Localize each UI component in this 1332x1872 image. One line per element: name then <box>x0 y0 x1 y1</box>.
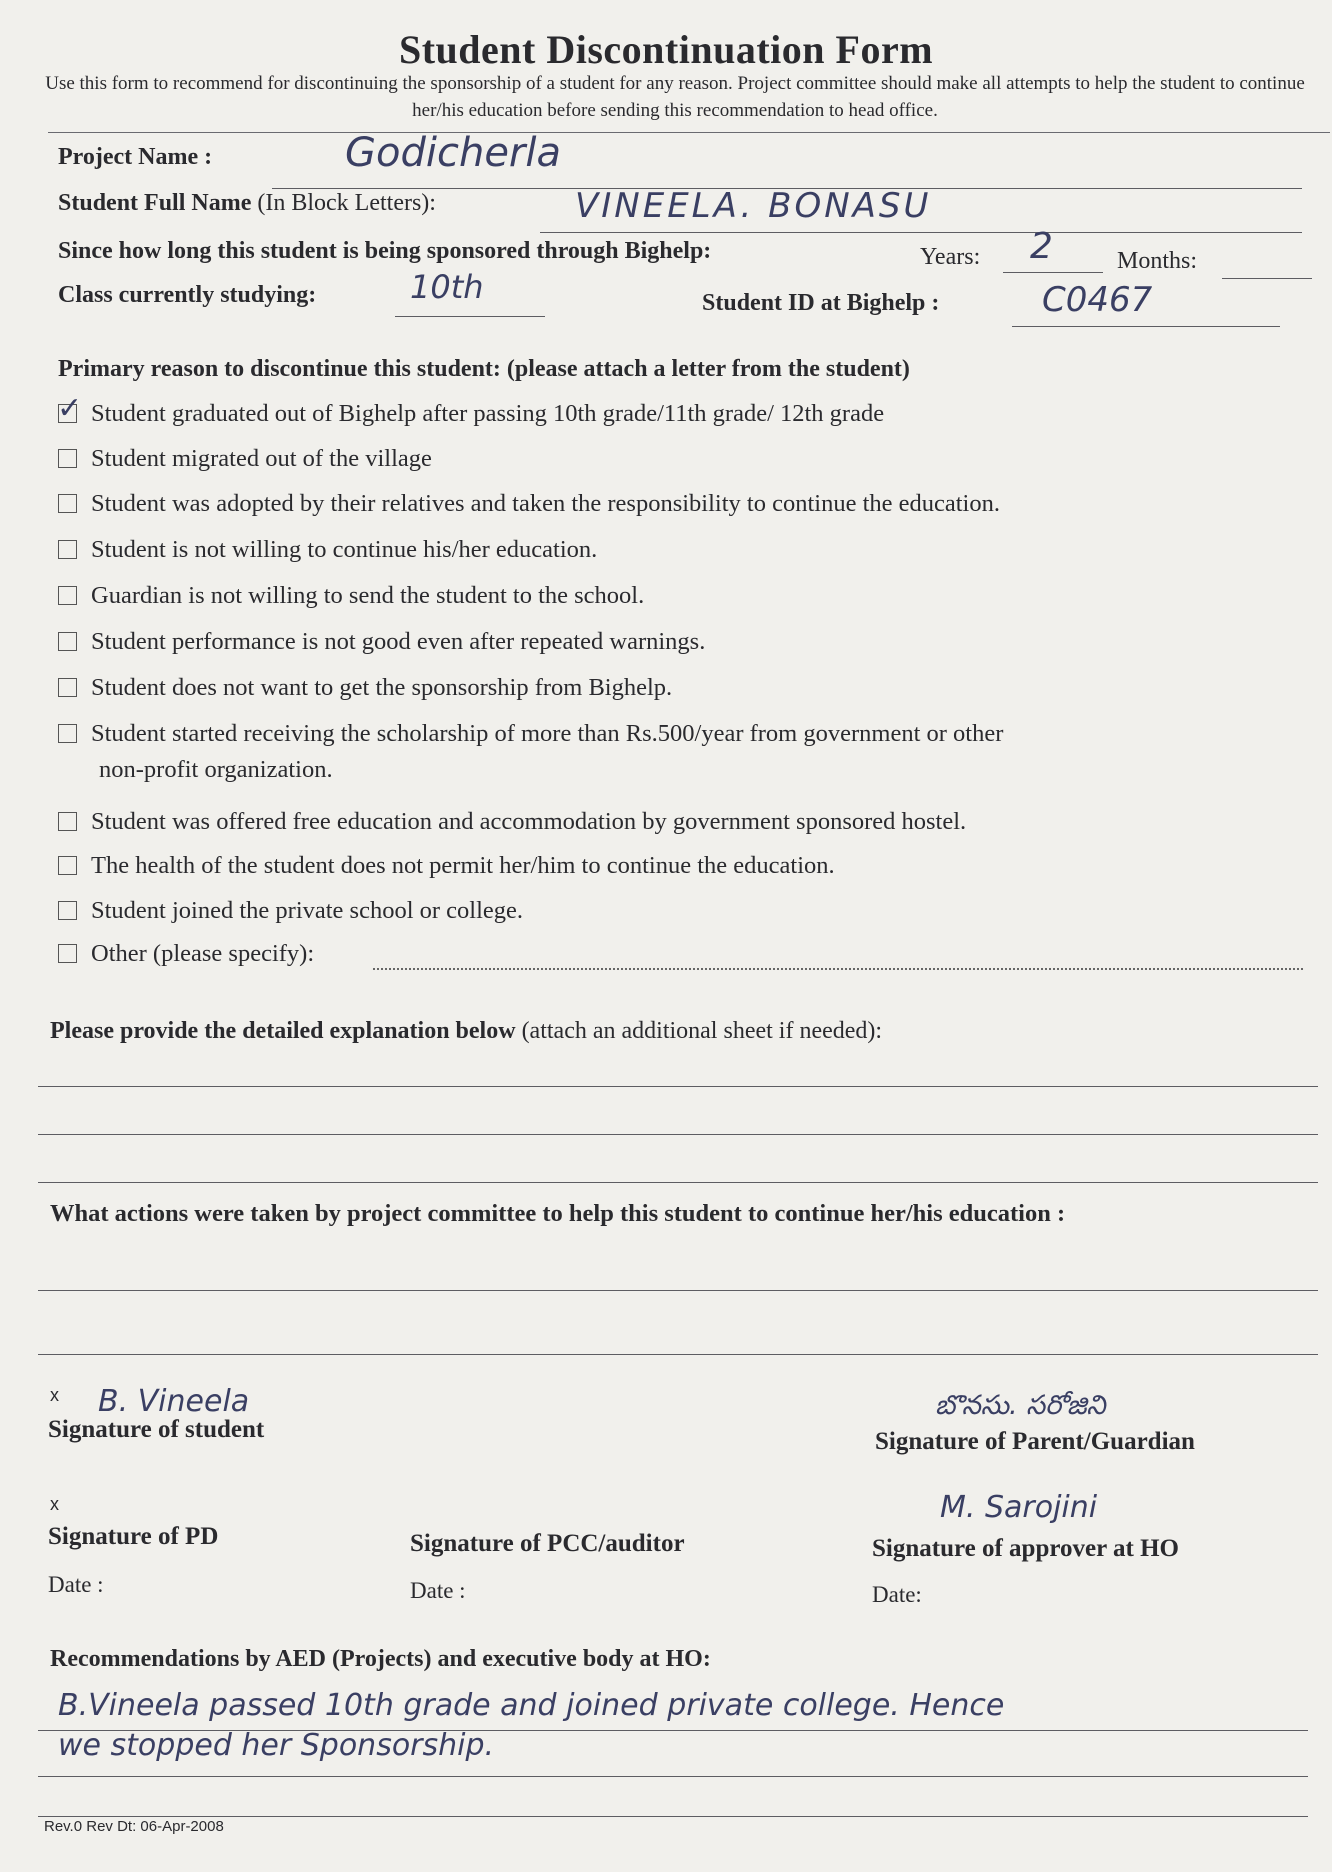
reason-option-scholarship-continuation: non-profit organization. <box>99 756 333 783</box>
other-specify-line[interactable] <box>373 968 1303 970</box>
approver-signature-label: Signature of approver at HO <box>872 1535 1179 1562</box>
student-name-label: Student Full Name (In Block Letters): <box>58 190 436 216</box>
explanation-line-3[interactable] <box>38 1182 1318 1183</box>
project-name-label: Project Name : <box>58 144 213 170</box>
guardian-signature-label: Signature of Parent/Guardian <box>875 1428 1195 1455</box>
reason-option-other[interactable]: Other (please specify): <box>58 940 314 968</box>
checkbox[interactable] <box>58 724 77 743</box>
student-id-line <box>1012 326 1280 327</box>
class-label: Class currently studying: <box>58 282 317 308</box>
student-signature-x: x <box>50 1385 59 1405</box>
project-name-value[interactable]: Godicherla <box>345 130 561 176</box>
checkbox[interactable] <box>57 391 83 426</box>
reason-option-health[interactable]: The health of the student does not permit her/him to continue the education. <box>58 852 835 880</box>
recommendation-line-2 <box>38 1776 1308 1777</box>
pd-date-label: Date : <box>48 1572 104 1597</box>
checkbox[interactable] <box>58 586 77 605</box>
reasons-heading: Primary reason to discontinue this student: (please attach a letter from the student) <box>58 356 910 382</box>
explanation-line-2[interactable] <box>38 1134 1318 1135</box>
student-signature-label: Signature of student <box>48 1416 265 1443</box>
recommendations-label: Recommendations by AED (Projects) and executive body at HO: <box>50 1646 711 1672</box>
approver-signature[interactable]: M. Sarojini <box>940 1490 1098 1525</box>
actions-line-2[interactable] <box>38 1354 1318 1355</box>
form-intro: Use this form to recommend for discontinuing the sponsorship of a student for any reason. Project committee should make all attempts to help the student to continue her/his education before sending this recommendation to head office. <box>45 73 1305 121</box>
reason-option-guardian[interactable]: Guardian is not willing to send the student to the school. <box>58 582 644 610</box>
form-title: Student Discontinuation Form <box>398 27 934 72</box>
sponsorship-duration-label: Since how long this student is being sponsored through Bighelp: <box>58 238 712 264</box>
reason-option-not-willing[interactable]: Student is not willing to continue his/her education. <box>58 536 597 564</box>
explanation-label: Please provide the detailed explanation below (attach an additional sheet if needed): <box>50 1018 883 1044</box>
reason-option-private-school[interactable]: Student joined the private school or college. <box>58 897 523 925</box>
checkbox[interactable] <box>58 812 77 831</box>
reason-option-no-sponsorship[interactable]: Student does not want to get the sponsorship from Bighelp. <box>58 674 672 702</box>
actions-line-1[interactable] <box>38 1290 1318 1291</box>
recommendation-text-line-2[interactable]: we stopped her Sponsorship. <box>58 1728 495 1763</box>
explanation-line-1[interactable] <box>38 1086 1318 1087</box>
checkmark-icon: ✓ <box>57 391 83 426</box>
revision-footer: Rev.0 Rev Dt: 06-Apr-2008 <box>44 1818 224 1835</box>
checkbox[interactable] <box>58 856 77 875</box>
months-label: Months: <box>1117 248 1198 274</box>
reason-option-performance[interactable]: Student performance is not good even after repeated warnings. <box>58 628 705 656</box>
reason-option-scholarship[interactable]: Student started receiving the scholarship of more than Rs.500/year from government or other <box>58 720 1003 748</box>
checkbox[interactable] <box>58 632 77 651</box>
reason-option-adopted[interactable]: Student was adopted by their relatives and taken the responsibility to continue the education. <box>58 490 1000 518</box>
checkbox[interactable] <box>58 540 77 559</box>
reason-option-migrated[interactable]: Student migrated out of the village <box>58 445 432 473</box>
pd-signature-label: Signature of PD <box>48 1523 219 1550</box>
pcc-date-label: Date : <box>410 1578 466 1603</box>
pcc-signature-label: Signature of PCC/auditor <box>410 1530 685 1557</box>
student-signature[interactable]: B. Vineela <box>98 1384 250 1419</box>
years-label: Years: <box>920 244 981 270</box>
guardian-signature[interactable]: బొనసు. సరోజిని <box>935 1390 1106 1421</box>
header-rule <box>48 132 1330 133</box>
checkbox[interactable] <box>58 449 77 468</box>
checkbox[interactable] <box>58 494 77 513</box>
years-line <box>1003 272 1103 273</box>
reason-option-graduated[interactable]: ✓ Student graduated out of Bighelp after passing 10th grade/11th grade/ 12th grade <box>57 391 885 427</box>
years-value[interactable]: 2 <box>1030 226 1053 267</box>
class-line <box>395 316 545 317</box>
approver-date-label: Date: <box>872 1582 922 1607</box>
months-line <box>1222 278 1312 279</box>
pd-signature-x: x <box>50 1494 59 1514</box>
checkbox[interactable] <box>58 944 77 963</box>
student-name-line <box>540 232 1302 233</box>
reason-option-hostel[interactable]: Student was offered free education and accommodation by government sponsored hostel. <box>58 808 966 836</box>
actions-label: What actions were taken by project committee to help this student to continue her/his education : <box>50 1200 1066 1227</box>
checkbox[interactable] <box>58 901 77 920</box>
class-value[interactable]: 10th <box>410 268 484 306</box>
student-id-value[interactable]: C0467 <box>1042 280 1153 320</box>
recommendation-line-3 <box>38 1816 1308 1817</box>
checkbox[interactable] <box>58 678 77 697</box>
student-id-label: Student ID at Bighelp : <box>702 290 940 316</box>
recommendation-text-line-1[interactable]: B.Vineela passed 10th grade and joined private college. Hence <box>58 1688 1005 1723</box>
student-name-value[interactable]: VINEELA. BONASU <box>575 186 932 226</box>
